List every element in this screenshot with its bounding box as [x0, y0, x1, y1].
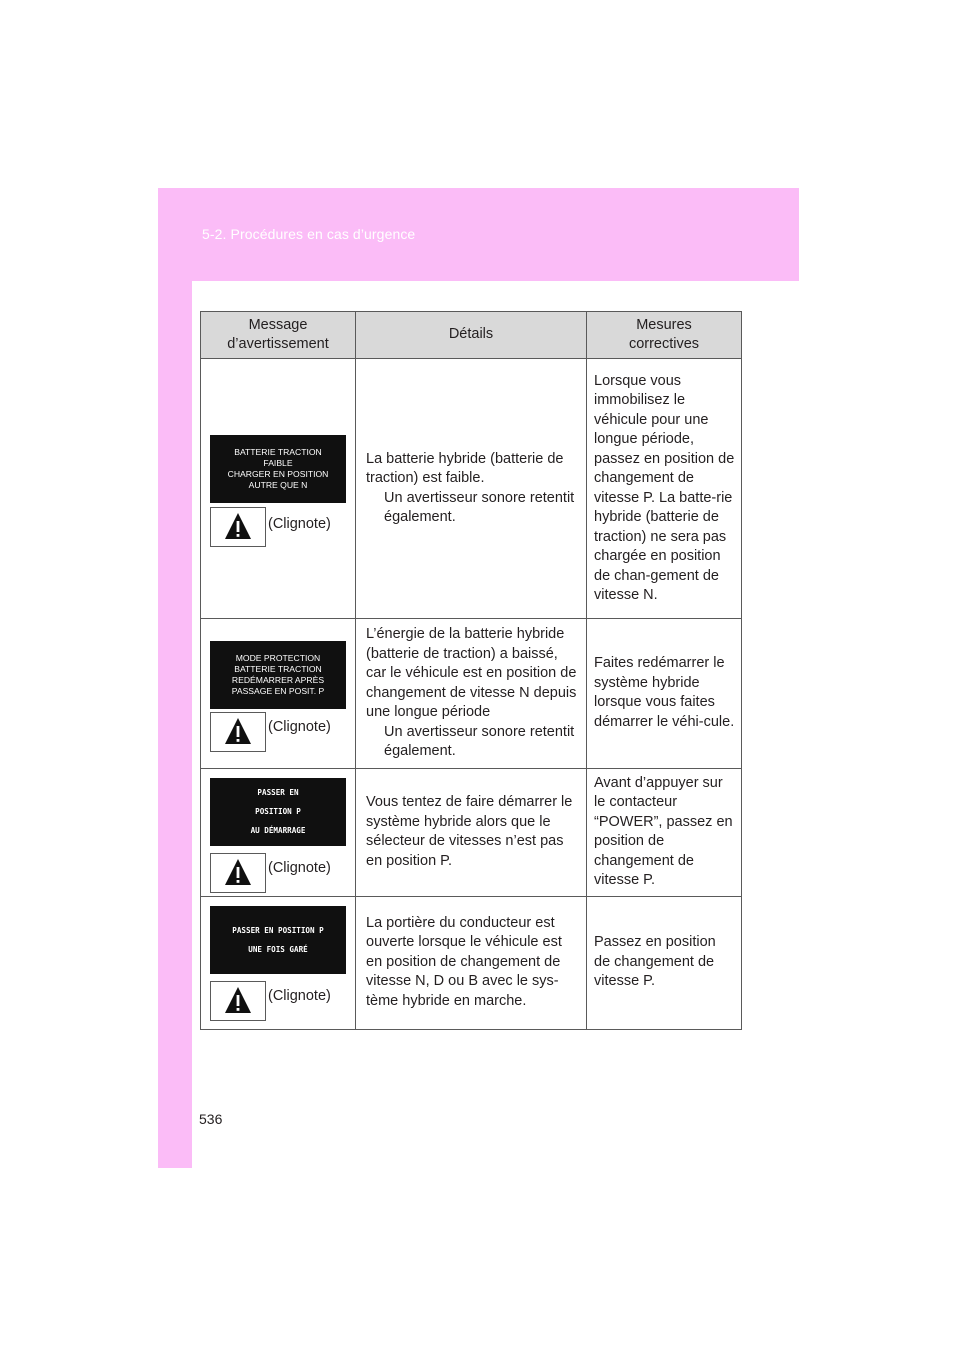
details-note: Un avertisseur sonore retentit également. [384, 723, 575, 759]
details-text: La batterie hybride (batterie de traction) est faible. [366, 450, 564, 486]
measures-cell [587, 619, 742, 769]
panel-line: PASSER EN [257, 788, 299, 797]
section-title: 5-2. Procédures en cas d’urgence [202, 226, 416, 242]
panel-line: MODE PROTECTION [235, 653, 321, 663]
column-header-measures [587, 312, 742, 359]
column-header-message [201, 312, 356, 359]
message-cell [201, 768, 356, 896]
table-row [201, 619, 742, 769]
measures-cell [587, 896, 742, 1029]
details-note: Un avertisseur sonore retentit également. [384, 489, 575, 525]
display-panel [210, 641, 346, 709]
column-header-message-line: Message [248, 316, 308, 333]
table-row [201, 896, 742, 1029]
warning-triangle-icon [210, 853, 266, 893]
column-header-details [356, 312, 587, 359]
warning-messages-table [200, 311, 742, 1030]
details-cell [356, 896, 587, 1029]
side-color-strip [158, 281, 192, 1168]
panel-line: BATTERIE TRACTION [234, 664, 322, 674]
measures-text: Faites redémarrer le système hybride lorsque vous faites démarrer le véhi-cule. [594, 655, 735, 730]
column-header-message-line: d’avertissement [227, 336, 329, 352]
column-header-measures-line: Mesures [636, 316, 692, 333]
panel-line: PASSAGE EN POSIT. P [231, 686, 325, 696]
display-panel [210, 906, 346, 974]
measures-text: Lorsque vous immobilisez le véhicule pour une longue période, passez en position de changement de vitesse P. La batte-rie hybride (batterie de traction) ne sera pas chargée en position de chan-gement de vitesse N. [594, 372, 735, 603]
details-cell [356, 619, 587, 769]
page-number: 536 [199, 1111, 223, 1127]
warning-triangle-icon [210, 712, 266, 752]
table-row [201, 359, 742, 619]
details-text: La portière du conducteur est ouverte lorsque le véhicule est en position de changement de vitesse N, D ou B avec le sys-tème hybride en marche. [366, 914, 562, 1009]
panel-line: POSITION P [255, 807, 301, 816]
panel-line: FAIBLE [263, 458, 293, 468]
panel-line: PASSER EN POSITION P [232, 925, 324, 935]
panel-line: BATTERIE TRACTION [234, 447, 322, 457]
table-header-row [201, 312, 742, 359]
measures-text: Passez en position de changement de vitesse P. [594, 934, 716, 990]
blink-label: (Clignote) [268, 516, 331, 532]
details-cell [356, 768, 587, 896]
warning-triangle-icon [210, 507, 266, 547]
warning-triangle-icon [210, 981, 266, 1021]
blink-label: (Clignote) [268, 719, 331, 735]
column-header-details-label: Détails [448, 326, 494, 343]
display-panel [210, 778, 346, 846]
details-text: L’énergie de la batterie hybride (batterie de traction) a baissé, car le véhicule est en position de changement de vitesse N depuis une longue période [366, 626, 577, 720]
blink-label: (Clignote) [268, 987, 331, 1004]
panel-line: UNE FOIS GARÉ [248, 944, 308, 954]
panel-line: REDÉMARRER APRÈS [231, 675, 325, 685]
panel-line: CHARGER EN POSITION [227, 469, 329, 479]
display-panel [210, 435, 346, 503]
details-cell [356, 359, 587, 619]
measures-cell [587, 768, 742, 896]
message-cell [201, 896, 356, 1029]
message-cell [201, 359, 356, 619]
message-cell [201, 619, 356, 769]
column-header-measures-line: correctives [628, 336, 700, 352]
table-row [201, 768, 742, 896]
blink-label: (Clignote) [268, 859, 331, 876]
details-text: Vous tentez de faire démarrer le système hybride alors que le sélecteur de vitesses n’est pas en position P. [366, 794, 573, 869]
panel-line: AU DÉMARRAGE [250, 826, 306, 835]
measures-text: Avant d’appuyer sur le contacteur “POWER”, passez en position de changement de vitesse P. [594, 774, 733, 888]
panel-line: AUTRE QUE N [248, 480, 308, 490]
measures-cell [587, 359, 742, 619]
